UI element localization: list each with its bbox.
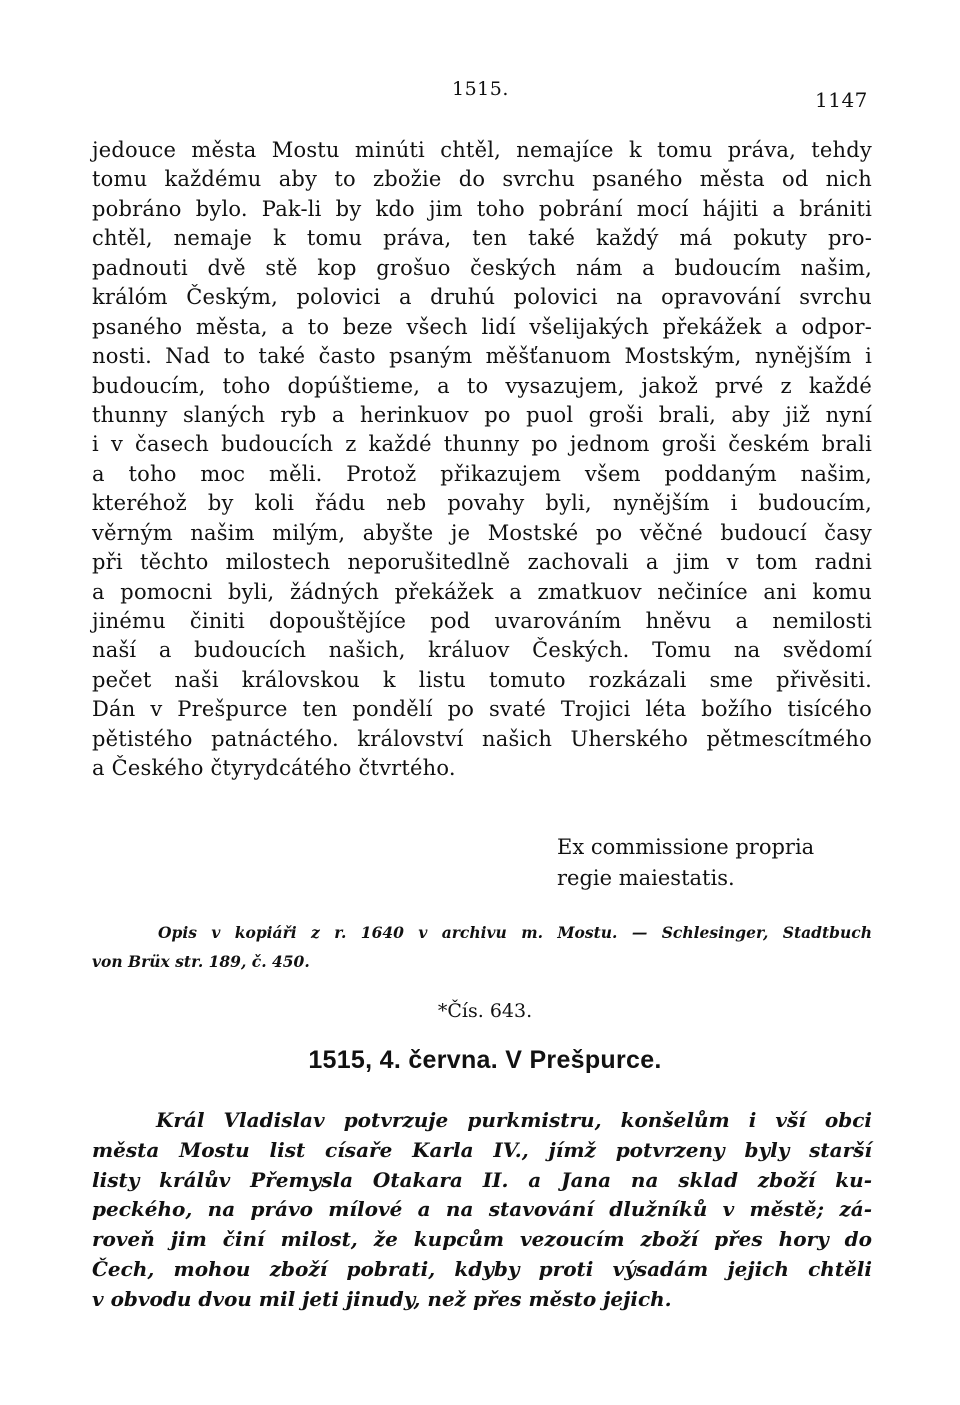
- regest-line: roveň jim činí milost, že kupcům vezoucím zboží přes hory do: [92, 1227, 872, 1252]
- body-line: kteréhož by koli řádu neb povahy byli, nynějším i budoucím,: [92, 491, 872, 516]
- body-line: tomu každému aby to zbožie do svrchu psaného města od nich: [92, 167, 872, 192]
- regest-line: Král Vladislav potvrzuje purkmistru, konšelům i vší obci: [156, 1108, 872, 1132]
- source-note-line: Opis v kopiáři z r. 1640 v archivu m. Mostu. — Schlesinger, Stadtbuch: [158, 923, 872, 942]
- body-line: a Českého čtyrydcátého čtvrtého.: [92, 756, 456, 781]
- body-line: i v časech budoucích z každé thunny po jednom groši českém brali: [92, 432, 872, 457]
- regest-line: v obvodu dvou mil jeti jinudy, než přes město jejich.: [92, 1286, 672, 1311]
- charter-body-text: [92, 136, 872, 784]
- source-note-line: von Brüx str. 189, č. 450.: [92, 952, 310, 971]
- body-line: padnouti dvě stě kop grošuo českých nám a budoucím našim,: [92, 255, 872, 280]
- regest-line: města Mostu list císaře Karla IV., jímž potvrzeny byly starší: [92, 1137, 872, 1162]
- signature-line: regie maiestatis.: [557, 866, 735, 890]
- regest-summary: [92, 1106, 872, 1315]
- document-heading: 1515, 4. června. V Prešpurce.: [308, 1046, 662, 1074]
- body-line: pětistého patnáctého. království našich Uherského pětmescítmého: [92, 726, 872, 751]
- body-line: králóm Českým, polovici a druhú polovici na opravování svrchu: [92, 285, 872, 310]
- document-number: *Čís. 643.: [437, 1000, 533, 1022]
- body-line: pečet naši královskou k listu tomuto rozkázali sme přivěsiti.: [92, 667, 872, 692]
- body-line: jinému činiti dopouštějíce pod uvarováním hněvu a nemilosti: [92, 609, 872, 633]
- body-line: thunny slaných ryb a herinkuov po puol groši brali, aby již nyní: [92, 402, 872, 427]
- regest-line: Čech, mohou zboží pobrati, kdyby proti výsadám jejich chtěli: [92, 1256, 872, 1281]
- signature-line: Ex commissione propria: [557, 835, 815, 859]
- running-header-year: 1515.: [452, 78, 509, 100]
- body-line: psaného města, a to beze všech lidí všelijakých překážek a odpor-: [92, 314, 872, 339]
- body-line: věrným našim milým, abyšte je Mostské po věčné budoucí časy: [92, 520, 872, 545]
- page-number: 1147: [815, 88, 868, 112]
- regest-line: listy králův Přemysla Otakara II. a Jana na sklad zboží ku-: [92, 1167, 872, 1192]
- body-line: a pomocni byli, žádných překážek a zmatkuov nečiníce ani komu: [92, 579, 872, 604]
- body-line: a toho moc měli. Protož přikazujem všem poddaným našim,: [92, 461, 872, 486]
- chancery-signature: [557, 832, 814, 894]
- body-line: při těchto milostech neporušitedlně zachovali a jim v tom radni: [92, 550, 872, 575]
- body-line: nosti. Nad to také často psaným měšťanuom Mostským, nynějším i: [92, 344, 872, 369]
- body-line: budoucím, toho dopúštieme, a to vysazujem, jakož prvé z každé: [92, 373, 872, 398]
- body-line: chtěl, nemaje k tomu práva, ten také každý má pokuty pro-: [92, 226, 872, 251]
- body-line: naší a budoucích našich, králuov Českých. Tomu na svědomí: [92, 638, 872, 663]
- body-line: Dán v Prešpurce ten pondělí po svaté Trojici léta božího tisícého: [92, 697, 872, 722]
- body-line: pobráno bylo. Pak-li by kdo jim toho pobrání mocí hájiti a brániti: [92, 196, 872, 221]
- regest-line: peckého, na právo mílové a na stavování dlužníků v městě; zá-: [92, 1197, 872, 1222]
- body-line: jedouce města Mostu minúti chtěl, nemajíce k tomu práva, tehdy: [92, 138, 872, 162]
- source-note: [92, 918, 872, 976]
